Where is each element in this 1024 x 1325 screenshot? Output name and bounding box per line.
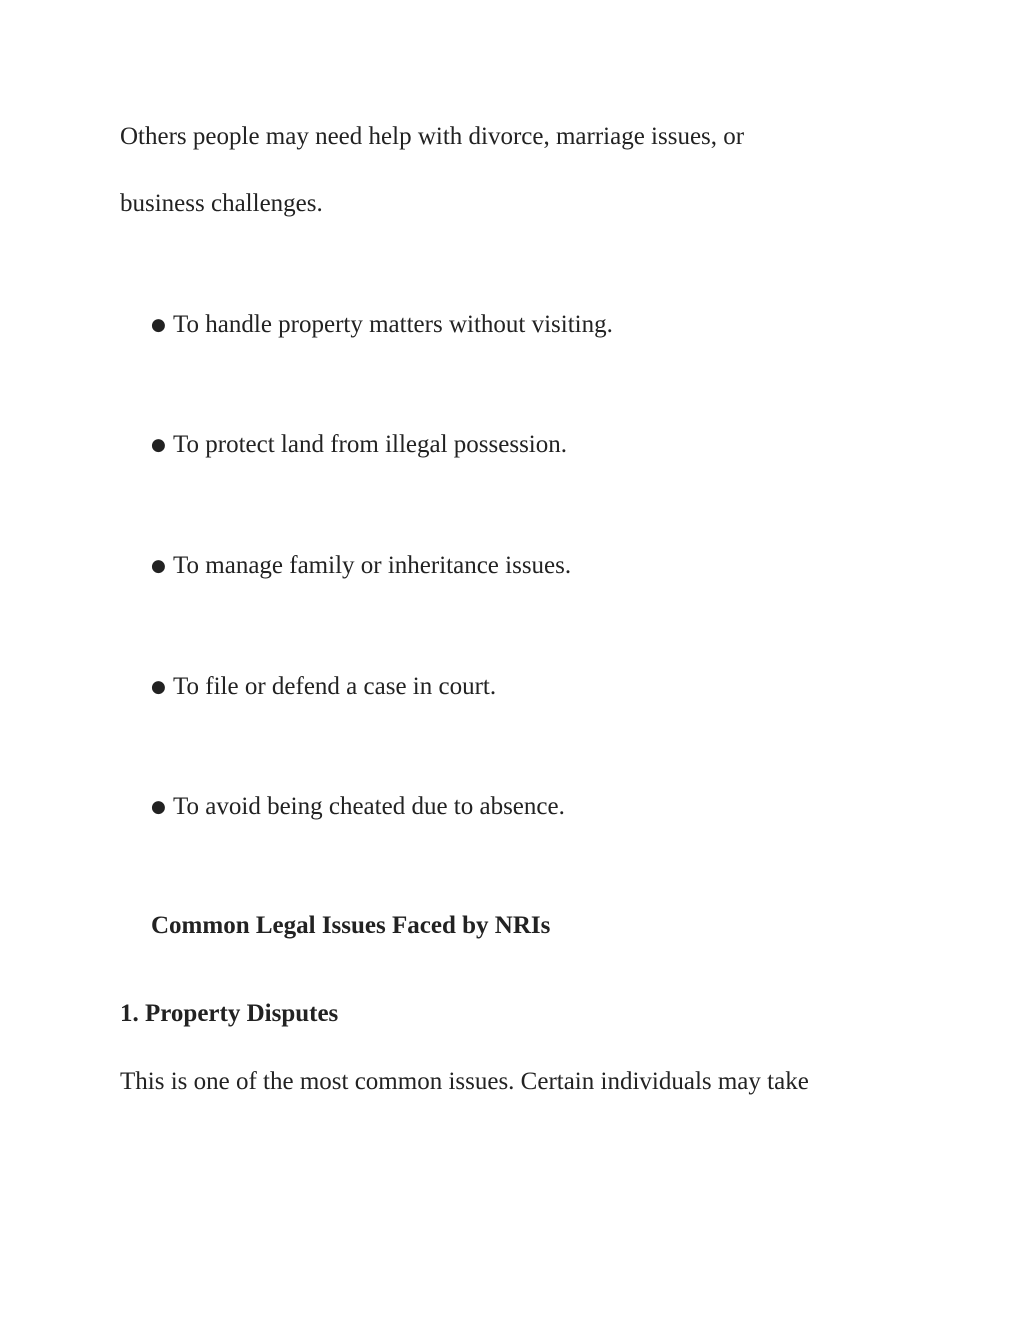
subsection-heading: 1. Property Disputes — [120, 1000, 339, 1027]
intro-paragraph-line-1: Others people may need help with divorce, marriage issues, or — [120, 123, 745, 150]
list-item — [151, 551, 571, 581]
bullet-icon: ● — [151, 556, 166, 576]
list-item-text: To handle property matters without visiting. — [173, 311, 613, 338]
list-item — [151, 672, 496, 702]
list-item-text: To file or defend a case in court. — [173, 673, 497, 700]
bullet-icon: ● — [151, 315, 166, 335]
bullet-icon: ● — [151, 677, 166, 697]
list-item — [151, 310, 613, 340]
body-paragraph-line: This is one of the most common issues. Certain individuals may take — [120, 1068, 809, 1095]
section-heading: Common Legal Issues Faced by NRIs — [151, 912, 551, 939]
list-item — [151, 792, 565, 822]
list-item-text: To protect land from illegal possession. — [173, 431, 568, 458]
list-item-text: To avoid being cheated due to absence. — [173, 793, 565, 820]
list-item — [151, 430, 567, 460]
list-item-text: To manage family or inheritance issues. — [173, 552, 572, 579]
intro-paragraph-line-2: business challenges. — [120, 190, 323, 217]
bullet-icon: ● — [151, 797, 166, 817]
bullet-icon: ● — [151, 435, 166, 455]
